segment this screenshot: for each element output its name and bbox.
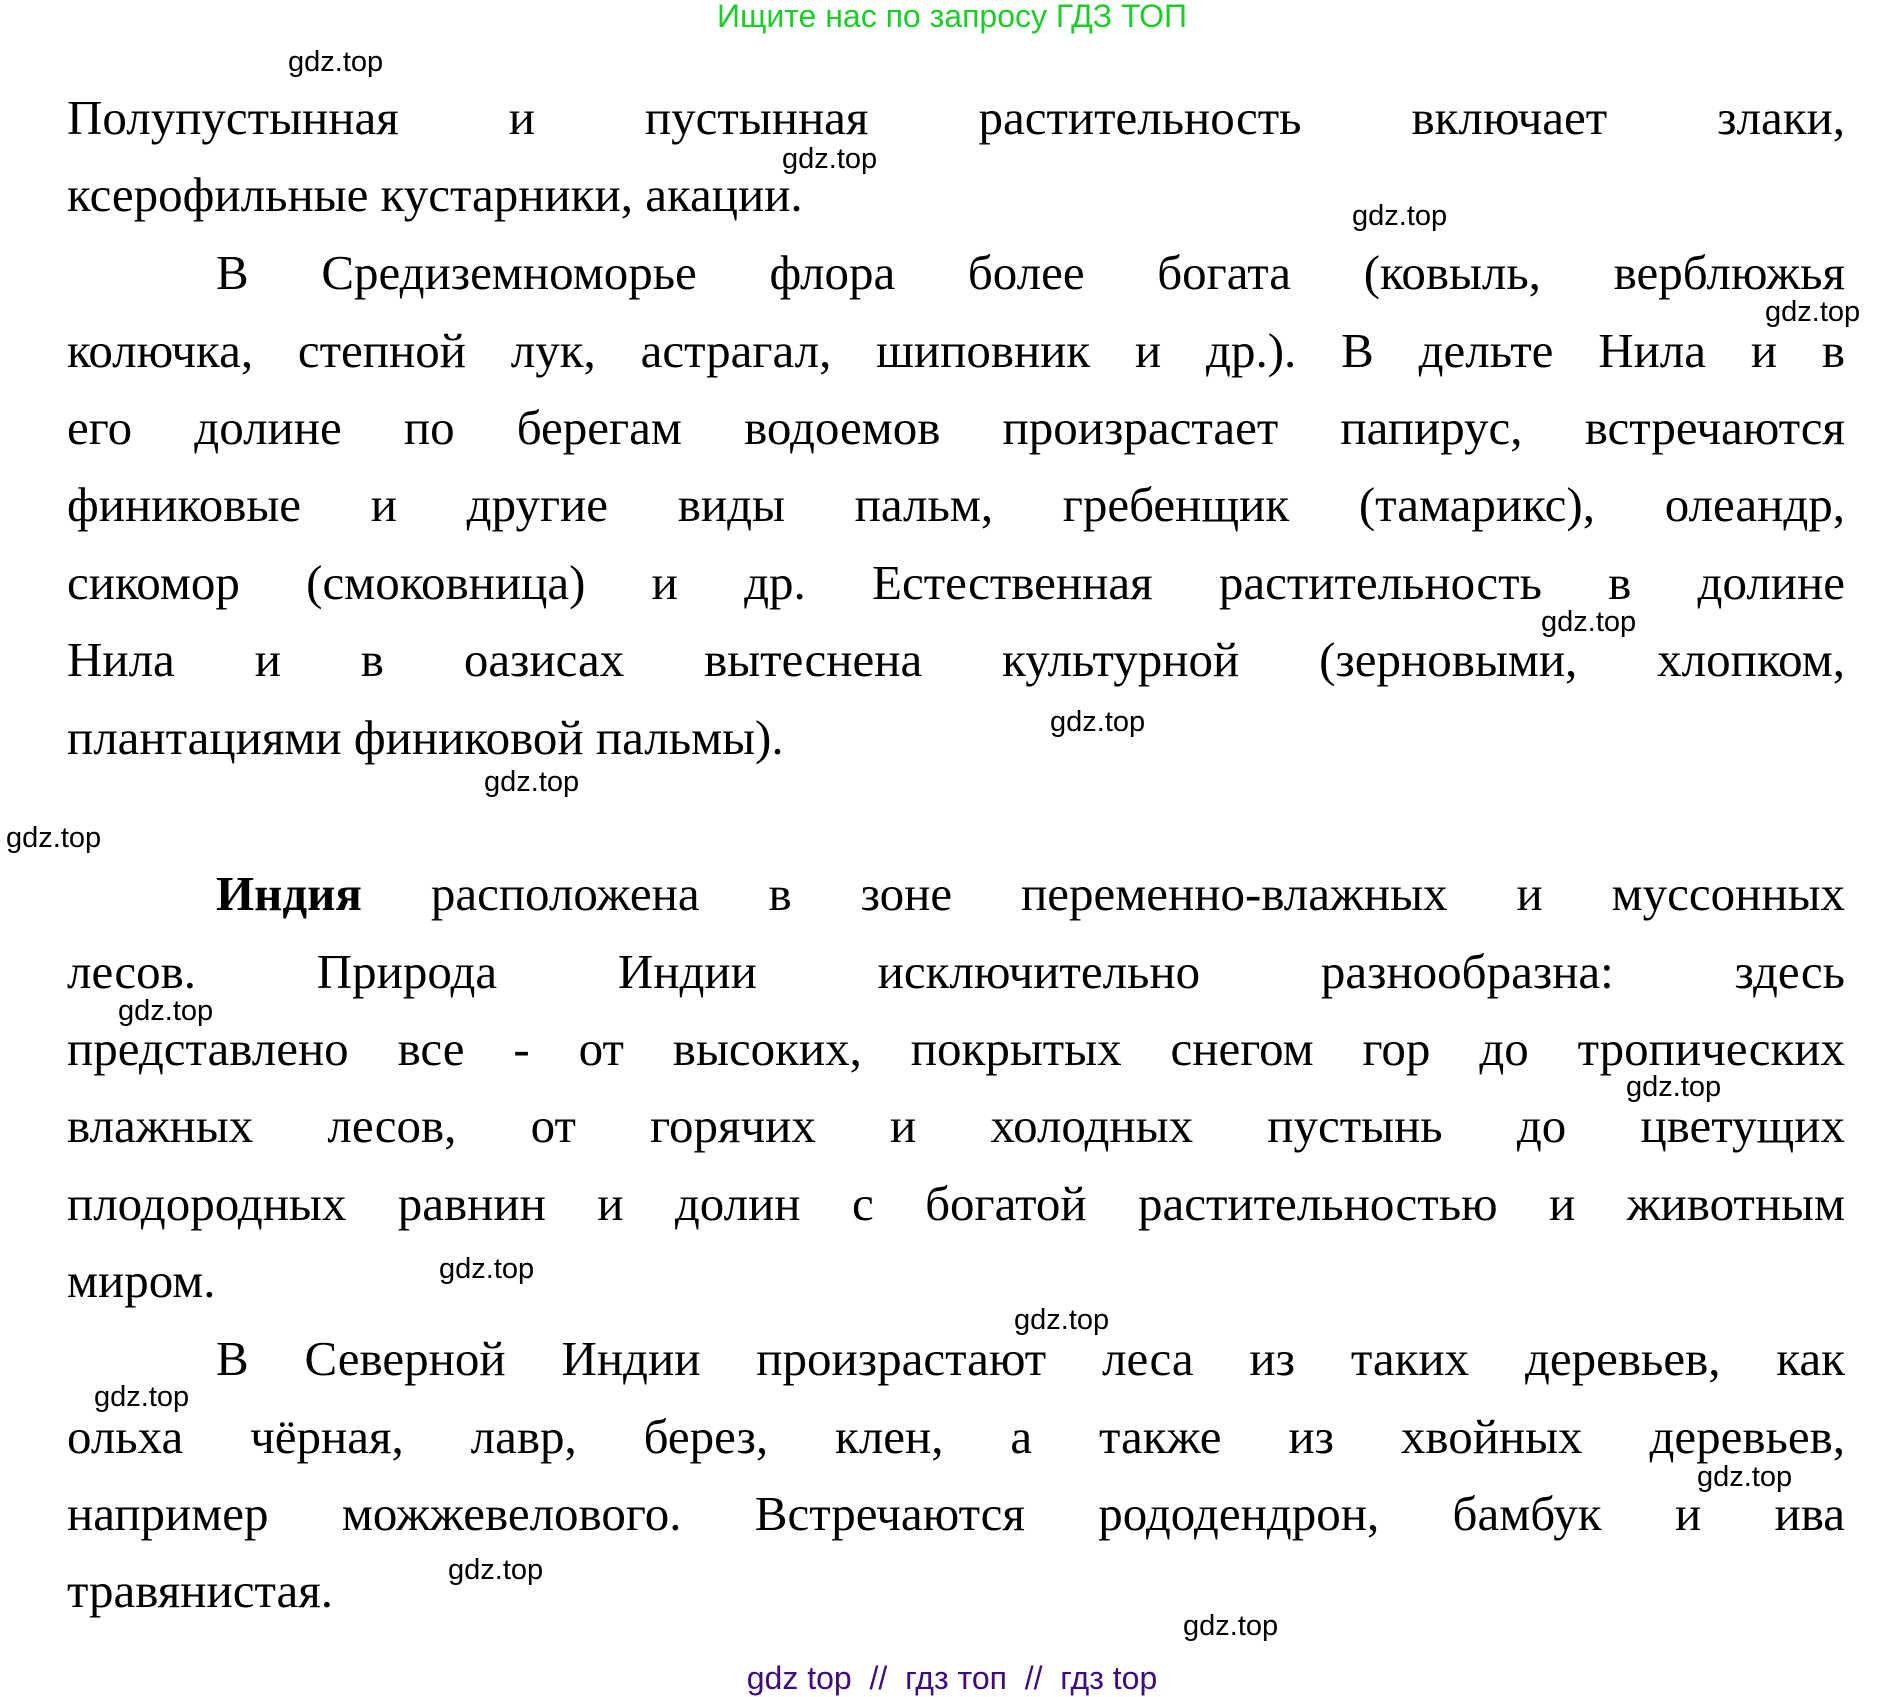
watermark: gdz.top [1541, 606, 1637, 638]
line-text: расположена в зоне переменно-влажных и муссонных [361, 866, 1845, 921]
text-line [216, 1329, 1845, 1389]
watermark: gdz.top [484, 766, 580, 798]
line-text: Нила и в оазисах вытеснена культурной (зерновыми, хлопком, [67, 632, 1845, 687]
text-line [67, 1174, 1845, 1234]
text-line [67, 1561, 1845, 1621]
text-line [216, 243, 1845, 303]
text-line [67, 321, 1845, 381]
text-line [67, 165, 1845, 225]
line-text: например можжевелового. Встречаются рододендрон, бамбук и ива [67, 1486, 1845, 1541]
text-line [67, 553, 1845, 613]
watermark: gdz.top [288, 46, 384, 78]
line-text: влажных лесов, от горячих и холодных пустынь до цветущих [67, 1098, 1845, 1153]
line-text: представлено все - от высоких, покрытых снегом гор до тропических [67, 1021, 1845, 1076]
line-text: плантациями финиковой пальмы). [67, 710, 784, 765]
watermark: gdz.top [1050, 706, 1146, 738]
line-text: ксерофильные кустарники, акации. [67, 167, 803, 222]
text-line [67, 630, 1845, 690]
text-line [216, 864, 1845, 924]
text-line [67, 475, 1845, 535]
watermark: gdz.top [94, 1381, 190, 1413]
watermark: gdz.top [439, 1253, 535, 1285]
line-text: сикомор (смоковница) и др. Естественная растительность в долине [67, 555, 1845, 610]
watermark: gdz.top [448, 1554, 544, 1586]
line-text: лесов. Природа Индии исключительно разнообразна: здесь [67, 944, 1845, 999]
text-line [67, 1096, 1845, 1156]
text-line [67, 1251, 1845, 1311]
watermark: gdz.top [1765, 296, 1861, 328]
line-text: миром. [67, 1253, 216, 1308]
line-text: В Средиземноморье флора более богата (ковыль, верблюжья [216, 245, 1845, 300]
text-line [67, 88, 1845, 148]
line-text: травянистая. [67, 1563, 334, 1618]
text-line [67, 942, 1845, 1002]
text-line [67, 1019, 1845, 1079]
footer-banner: gdz top // гдз топ // гдз top [746, 1660, 1158, 1696]
text-line [67, 1484, 1845, 1544]
bold-term: Индия [216, 866, 362, 921]
line-text: его долине по берегам водоемов произрастает папирус, встречаются [67, 400, 1845, 455]
watermark: gdz.top [1183, 1610, 1279, 1642]
line-text: плодородных равнин и долин с богатой растительностью и животным [67, 1176, 1845, 1231]
watermark: gdz.top [118, 995, 214, 1027]
watermark: gdz.top [1626, 1071, 1722, 1103]
watermark: gdz.top [782, 143, 878, 175]
text-line [67, 1407, 1845, 1467]
search-banner: Ищите нас по запросу ГДЗ ТОП [717, 0, 1187, 34]
watermark: gdz.top [1697, 1461, 1793, 1493]
text-line [67, 398, 1845, 458]
watermark: gdz.top [1014, 1304, 1110, 1336]
watermark: gdz.top [6, 822, 102, 854]
line-text: колючка, степной лук, астрагал, шиповник и др.). В дельте Нила и в [67, 323, 1845, 378]
line-text: Полупустынная и пустынная растительность включает злаки, [67, 90, 1845, 145]
watermark: gdz.top [1352, 200, 1448, 232]
line-text: финиковые и другие виды пальм, гребенщик (тамарикс), олеандр, [67, 477, 1845, 532]
line-text: В Северной Индии произрастают леса из таких деревьев, как [216, 1331, 1845, 1386]
line-text: ольха чёрная, лавр, берез, клен, а также из хвойных деревьев, [67, 1409, 1845, 1464]
text-line [67, 708, 1845, 768]
